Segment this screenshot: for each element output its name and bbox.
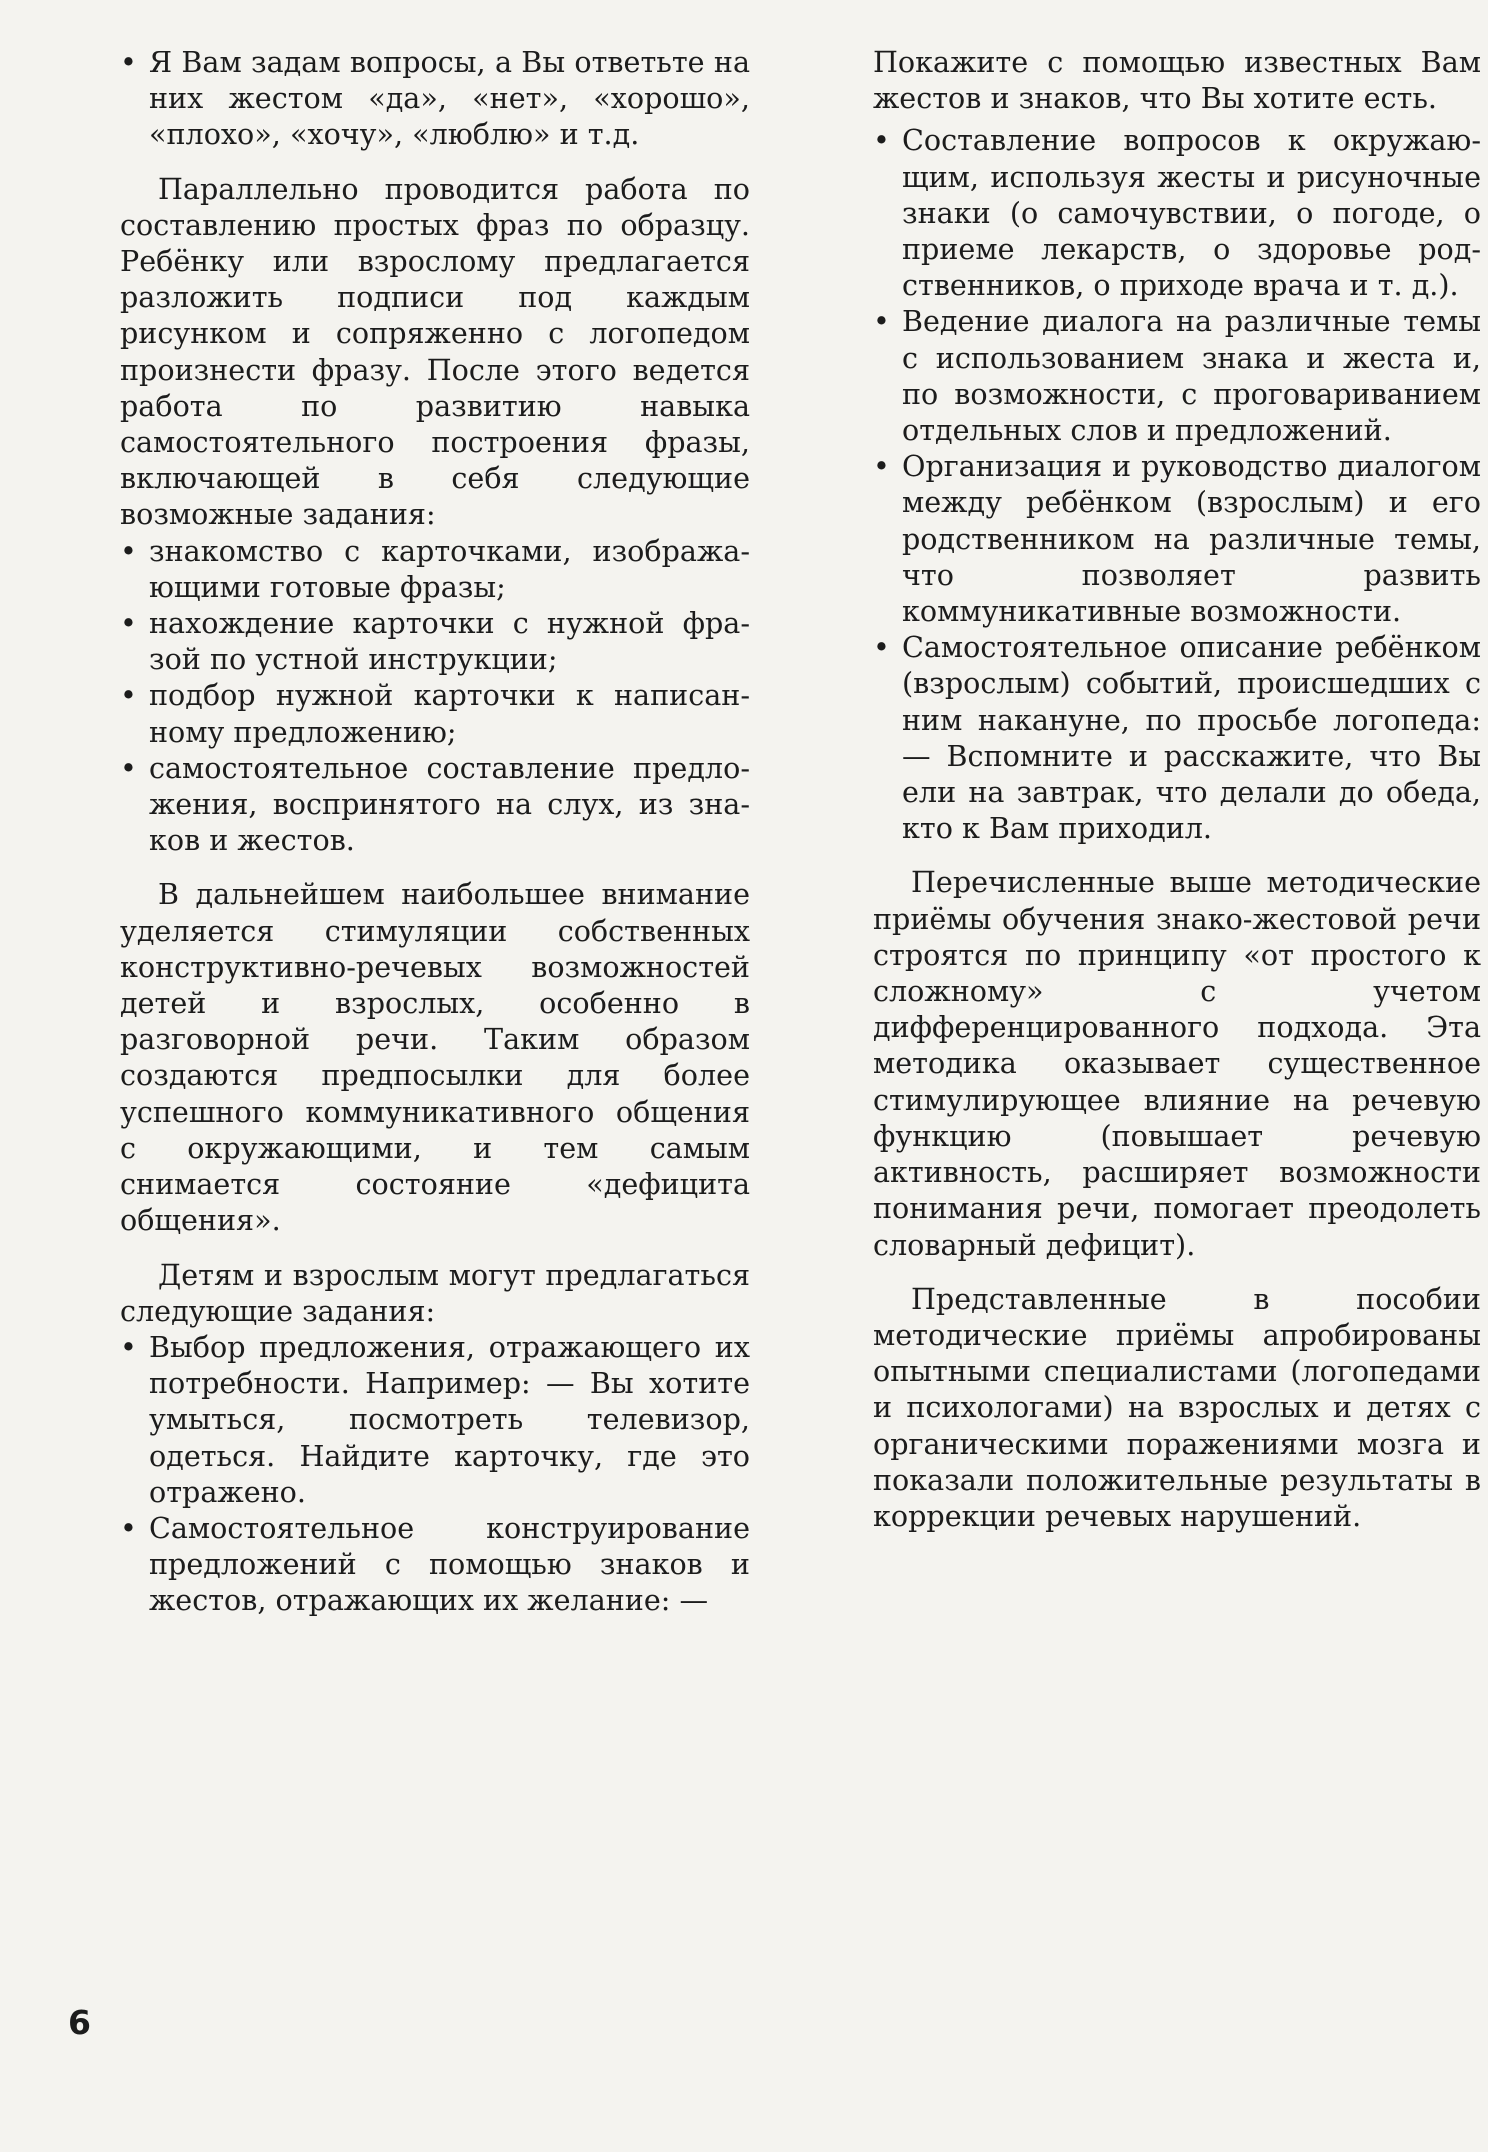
paragraph: Параллельно проводится работа по составлению простых фраз по образцу. Ребёнку или взрослому предлагается разложить подписи под каждым рисунком и сопряженно с логопедом произнести фразу. После этого ведется работа по развитию навыка самостоятельного построения фразы, включающей в себя следующие возможные задания: <box>120 171 750 532</box>
paragraph: В дальнейшем наибольшее внимание уделяется стимуляции собственных конструктивно-речевых возможностей детей и взрослых, особенно в разговорной речи. Таким образом создаются предпосылки для более успешного коммуникативного общения с окружающими, и тем самым снимается состояние «дефицита общения». <box>120 877 750 1238</box>
list-item: • Самостоятельное описание ребёнком (взрослым) событий, происшедших с ним накануне, по просьбе логопеда: — Вспомните и расскажите, что Вы ели на завтрак, что делали до обеда, кто к Вам приходил. <box>873 629 1481 846</box>
left-column <box>120 44 750 1619</box>
task-list <box>120 533 750 859</box>
page-number: 6 <box>68 2003 91 2042</box>
list-item: • Я Вам задам вопросы, а Вы ответьте на них жестом «да», «нет», «хорошо», «плохо», «хочу», «люблю» и т.д. <box>120 44 750 153</box>
intro-list <box>120 44 750 153</box>
list-item: • Организация и руководство диалогом между ребёнком (взрослым) и его родственником на различные темы, что позволяет развить коммуникативные возможности. <box>873 448 1481 629</box>
list-item: • Составление вопросов к окружающим, используя жесты и рисуночные знаки (о самочувствии, о погоде, о приеме лекарств, о здоровье родственников, о приходе врача и т. д.). <box>873 122 1481 303</box>
list-item: • знакомство с карточками, изображающими готовые фразы; <box>120 533 750 605</box>
assignment-list <box>120 1329 750 1619</box>
list-item: • нахождение карточки с нужной фразой по устной инструкции; <box>120 605 750 677</box>
list-item: • Ведение диалога на различные темы с использованием знака и жеста и, по возможности, с проговариванием отдельных слов и предложений. <box>873 303 1481 448</box>
list-item: • подбор нужной карточки к написанному предложению; <box>120 677 750 749</box>
paragraph: Детям и взрослым могут предлагаться следующие задания: <box>120 1257 750 1328</box>
paragraph: Представленные в пособии методические приёмы апробированы опытными специалистами (логопедами и психологами) на взрослых и детях с органическими поражениями мозга и показали положительные результаты в коррекции речевых нарушений. <box>873 1281 1481 1533</box>
assignment-list <box>873 122 1481 846</box>
right-column <box>873 44 1481 1534</box>
list-item: • Самостоятельное конструирование предложений с помощью знаков и жестов, отражающих их желание: — <box>120 1510 750 1619</box>
paragraph: Перечисленные выше методические приёмы обучения знако-жестовой речи строятся по принципу «от простого к сложному» с учетом дифференцированного подхода. Эта методика оказывает существенное стимулирующее влияние на речевую функцию (повышает речевую активность, расширяет возможности понимания речи, помогает преодолеть словарный дефицит). <box>873 865 1481 1262</box>
paragraph-continuation: Покажите с помощью известных Вам жестов и знаков, что Вы хотите есть. <box>873 45 1481 116</box>
list-item: • самостоятельное составление предложения, воспринятого на слух, из знаков и жестов. <box>120 750 750 859</box>
list-item: • Выбор предложения, отражающего их потребности. Например: — Вы хотите умыться, посмотреть телевизор, одеться. Найдите карточку, где это отражено. <box>120 1329 750 1510</box>
